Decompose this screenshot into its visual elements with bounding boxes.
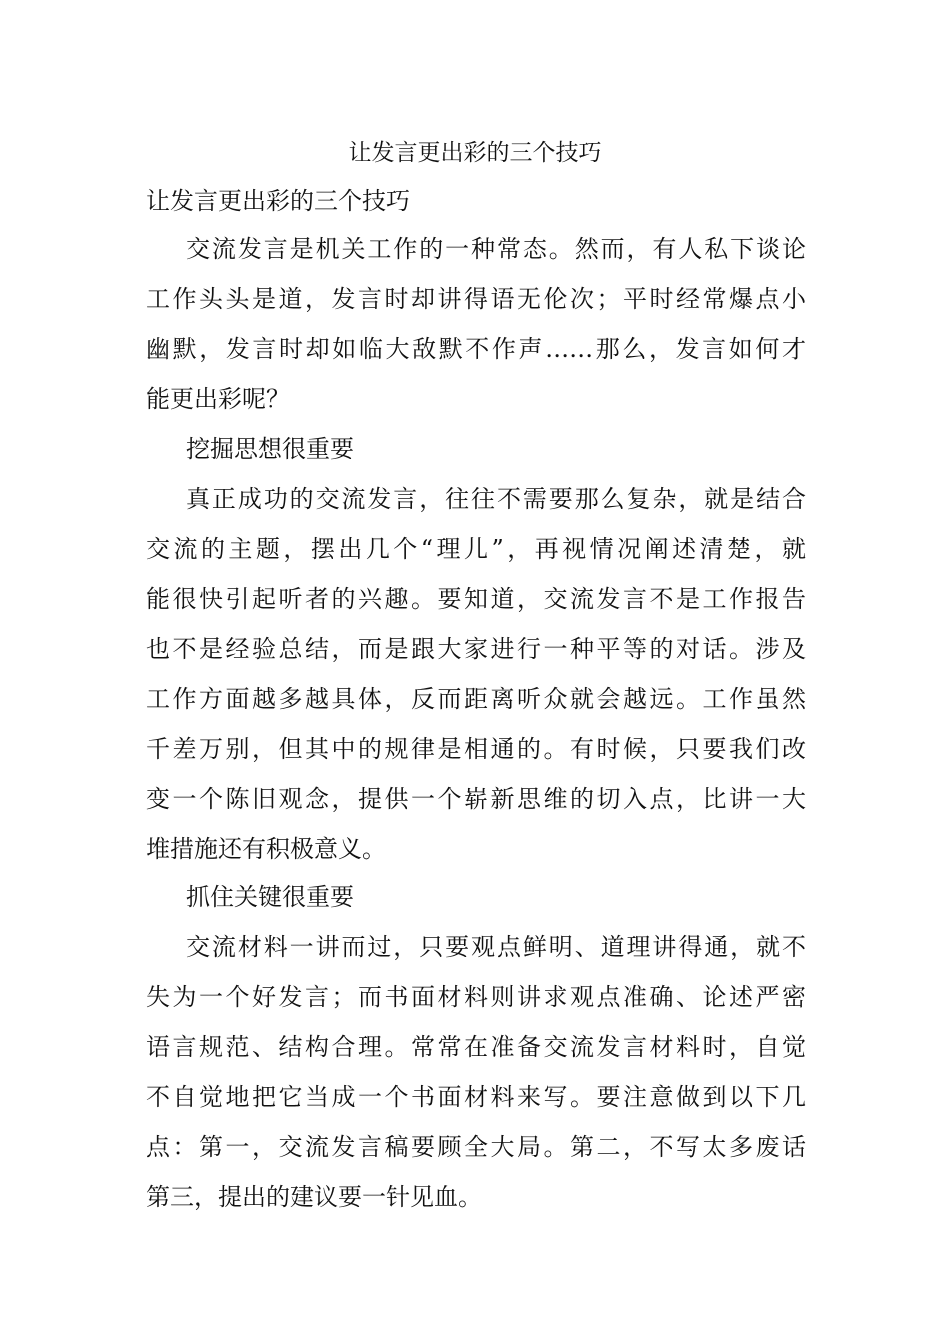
- document-title: 让发言更出彩的三个技巧: [348, 140, 602, 166]
- document-subtitle: 让发言更出彩的三个技巧: [146, 187, 410, 215]
- paragraph-3-line-2: 失为一个好发言；而书面材料则讲求观点准确、论述严密: [146, 983, 806, 1011]
- paragraph-3-line-4: 不自觉地把它当成一个书面材料来写。要注意做到以下几: [146, 1083, 806, 1111]
- paragraph-1-line-1: 交流发言是机关工作的一种常态。然而，有人私下谈论: [186, 235, 806, 263]
- paragraph-2-line-6: 千差万别，但其中的规律是相通的。有时候，只要我们改: [146, 735, 806, 763]
- paragraph-2-line-7: 变一个陈旧观念，提供一个崭新思维的切入点，比讲一大: [146, 785, 806, 813]
- paragraph-2-line-2: 交流的主题，摆出几个“理儿”，再视情况阐述清楚，就: [146, 535, 806, 563]
- paragraph-3-line-1: 交流材料一讲而过，只要观点鲜明、道理讲得通，就不: [186, 933, 806, 961]
- paragraph-2-line-3: 能很快引起听者的兴趣。要知道，交流发言不是工作报告: [146, 585, 806, 613]
- paragraph-2-line-5: 工作方面越多越具体，反而距离听众就会越远。工作虽然: [146, 685, 806, 713]
- paragraph-3-line-5: 点：第一，交流发言稿要顾全大局。第二，不写太多废话: [146, 1133, 806, 1161]
- section-heading-2: 抓住关键很重要: [186, 883, 354, 911]
- paragraph-1-line-3: 幽默，发言时却如临大敌默不作声……那么，发言如何才: [146, 335, 806, 363]
- paragraph-3-line-3: 语言规范、结构合理。常常在准备交流发言材料时，自觉: [146, 1033, 806, 1061]
- paragraph-1-line-4: 能更出彩呢？: [146, 385, 290, 413]
- paragraph-3-line-6: 第三，提出的建议要一针见血。: [146, 1183, 482, 1211]
- paragraph-2-line-8: 堆措施还有积极意义。: [146, 835, 386, 863]
- paragraph-2-line-1: 真正成功的交流发言，往往不需要那么复杂，就是结合: [186, 485, 806, 513]
- paragraph-1-line-2: 工作头头是道，发言时却讲得语无伦次；平时经常爆点小: [146, 285, 806, 313]
- paragraph-2-line-4: 也不是经验总结，而是跟大家进行一种平等的对话。涉及: [146, 635, 806, 663]
- section-heading-1: 挖掘思想很重要: [186, 435, 354, 463]
